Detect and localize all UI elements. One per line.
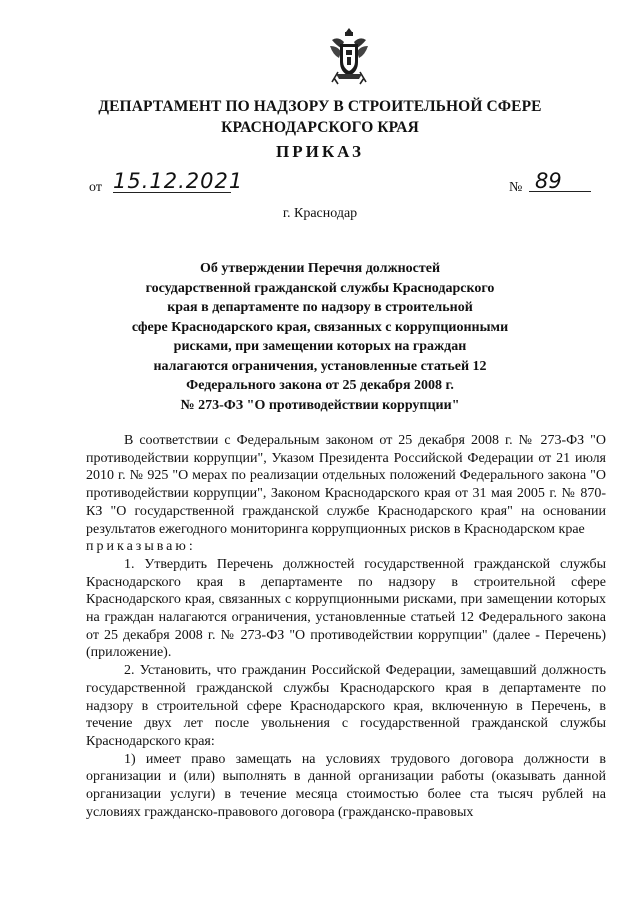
number-prefix: № (509, 180, 523, 195)
coat-of-arms-emblem (326, 26, 372, 86)
order-heading (120, 259, 520, 415)
order-title: ПРИКАЗ (276, 142, 364, 161)
heading-line: государственной гражданской службы Краснодарского (145, 280, 495, 296)
city: г. Краснодар (282, 206, 358, 221)
heading-line: края в департаменте по надзору в строительной (167, 300, 473, 315)
heading-line: № 273-ФЗ "О противодействии коррупции" (180, 397, 460, 413)
body-paragraph: В соответствии с Федеральным законом от 25 декабря 2008 г. № 273-ФЗ "О противодействии коррупции", Указом Президента Российской Федерации от 21 июля 2010 г. № 925 "О мерах по реализации отдельных положений Федерального закона "О противодействии коррупции", Законом Краснодарского края от 31 мая 2005 г. № 870-КЗ "О государственной гражданской службе Краснодарского края" на основании результатов ежегодного мониторинга коррупционных рисков в Краснодарском крае (86, 433, 606, 537)
heading-line: Федерального закона от 25 декабря 2008 г. (186, 378, 454, 393)
heading-line: Об утверждении Перечня должностей (199, 261, 441, 276)
order-date: 15.12.2021 (113, 169, 244, 193)
order-body (86, 432, 606, 821)
heading-line: сфере Краснодарского края, связанных с коррупционными (131, 319, 509, 335)
body-paragraph: 2. Установить, что гражданин Российской Федерации, замещавший должность государственной гражданской службы Краснодарского края в департаменте по надзору в строительной сфере Краснодарского края, включенную в Перечень, в течение двух лет после увольнения с государственной гражданской службы Краснодарского края: (86, 663, 606, 749)
date-number-row (89, 170, 609, 202)
heading-line: рисками, при замещении которых на граждан (173, 339, 467, 354)
heading-line: налагаются ограничения, установленные статьей 12 (153, 358, 487, 374)
department-name (60, 96, 580, 138)
date-prefix: от (89, 180, 102, 195)
body-paragraph: 1) имеет право замещать на условиях трудового договора должности в организации и (или) выполнять в данной организации работы (оказывать данной организации услуги) в течение месяца стоимостью более ста тысяч рублей на условиях гражданско-правового договора (гражданско-правовых (86, 751, 606, 820)
order-number: 89 (529, 170, 591, 192)
department-line-2: КРАСНОДАРСКОГО КРАЯ (221, 119, 419, 136)
body-paragraph: 1. Утвердить Перечень должностей государственной гражданской службы Краснодарского края в департаменте по надзору в строительной сфере Краснодарского края, связанных с коррупционными рисками, при замещении которых на граждан налагаются ограничения, установленные статьей 12 Федерального закона от 25 декабря 2008 г. № 273-ФЗ "О противодействии коррупции" (далее - Перечень) (приложение). (86, 556, 606, 661)
department-line-1: ДЕПАРТАМЕНТ ПО НАДЗОРУ В СТРОИТЕЛЬНОЙ СФЕРЕ (98, 98, 542, 115)
body-paragraph: приказываю: (86, 539, 196, 555)
